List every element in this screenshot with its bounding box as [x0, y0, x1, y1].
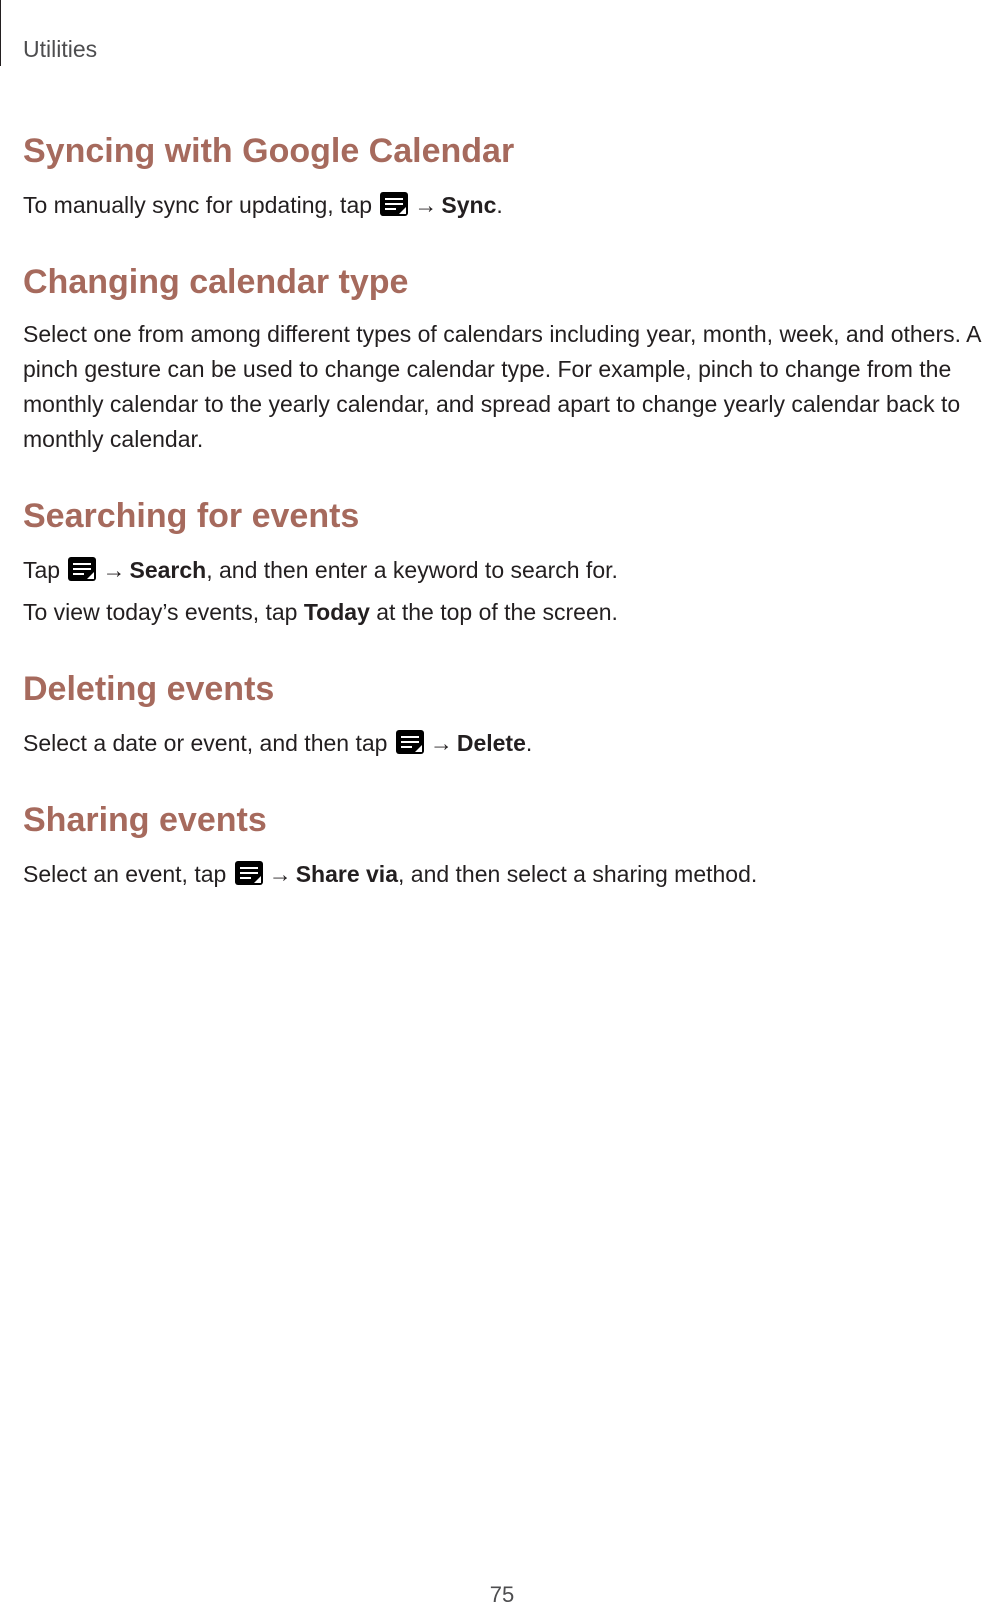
today-instruction — [23, 594, 618, 630]
menu-icon — [380, 192, 408, 216]
share-text-before: Select an event, tap — [23, 861, 233, 887]
today-text-before: To view today’s events, tap — [23, 599, 304, 625]
delete-text-before: Select a date or event, and then tap — [23, 730, 394, 756]
delete-instruction — [23, 725, 532, 761]
section-title-syncing: Syncing with Google Calendar — [23, 132, 515, 170]
arrow-icon: → — [414, 192, 438, 218]
today-text-after: at the top of the screen. — [369, 599, 618, 625]
arrow-icon: → — [429, 730, 453, 756]
menu-icon — [396, 730, 424, 754]
running-header: Utilities — [23, 36, 98, 62]
delete-option: Delete — [456, 730, 526, 756]
arrow-icon: → — [102, 557, 126, 583]
sync-text-after: . — [496, 192, 503, 218]
page-number: 75 — [489, 1582, 515, 1607]
delete-text-after: . — [525, 730, 533, 756]
sync-text-before: To manually sync for updating, tap — [23, 192, 379, 218]
section-title-calendar-type: Changing calendar type — [23, 263, 409, 301]
sync-instruction — [23, 187, 503, 223]
arrow-icon: → — [268, 861, 292, 887]
today-option: Today — [303, 599, 370, 625]
share-instruction — [23, 856, 757, 892]
search-instruction — [23, 552, 618, 588]
search-text-before: Tap — [23, 557, 67, 583]
margin-rule — [0, 0, 1, 66]
menu-icon — [68, 557, 96, 581]
section-title-searching: Searching for events — [23, 497, 360, 535]
section-title-sharing: Sharing events — [23, 801, 267, 839]
section-title-deleting: Deleting events — [23, 670, 275, 708]
calendar-type-paragraph: Select one from among different types of calendars including year, month, week, and others. A pinch gesture can be used to change calendar type. For example, pinch to change from the monthly calendar to the yearly calendar, and spread apart to change yearly calendar back to monthly calendar. — [23, 321, 981, 452]
share-option: Share via — [295, 861, 398, 887]
share-text-after: , and then select a sharing method. — [398, 861, 758, 887]
sync-option: Sync — [441, 192, 497, 218]
menu-icon — [235, 861, 263, 885]
search-text-after: , and then enter a keyword to search for. — [206, 557, 618, 583]
search-option: Search — [129, 557, 207, 583]
